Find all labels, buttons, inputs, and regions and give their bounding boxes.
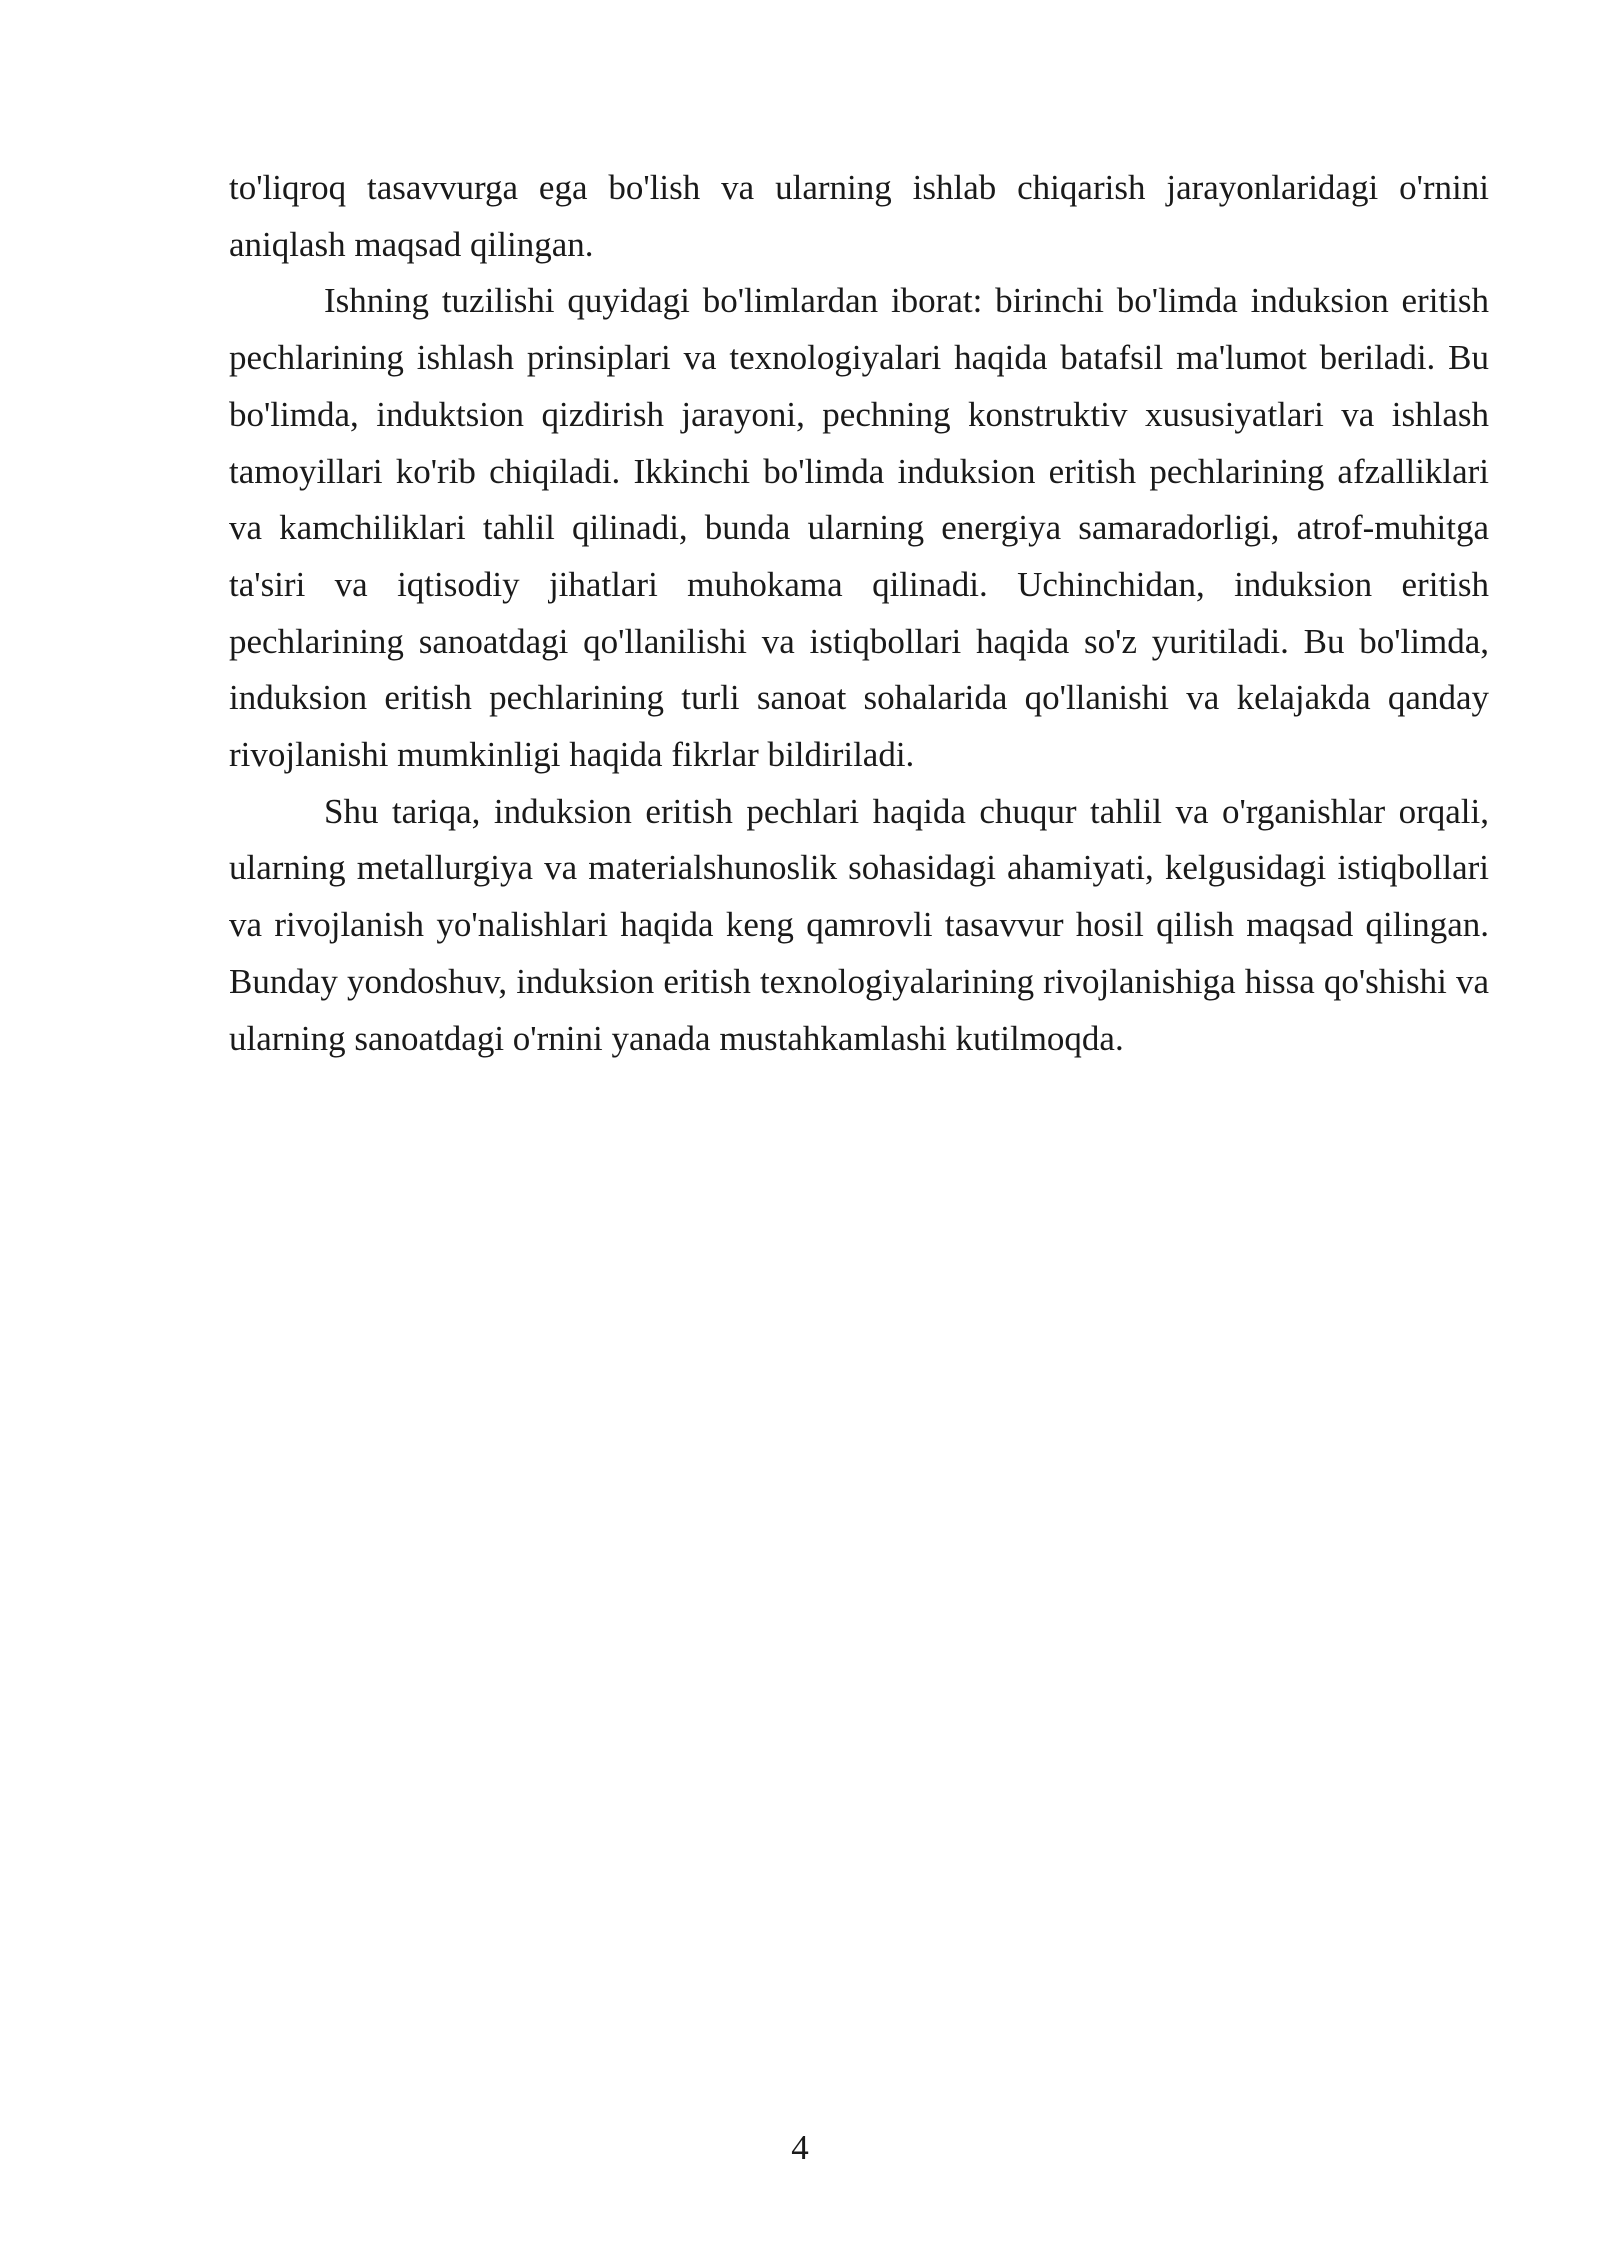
- paragraph-structure: Ishning tuzilishi quyidagi bo'limlardan iborat: birinchi bo'limda induksion eritish pechlarining ishlash prinsiplari va texnologiyalari haqida batafsil ma'lumot beriladi. Bu bo'limda, induktsion qizdirish jarayoni, pechning konstruktiv xususiyatlari va ishlash tamoyillari ko'rib chiqiladi. Ikkinchi bo'limda induksion eritish pechlarining afzalliklari va kamchiliklari tahlil qilinadi, bunda ularning energiya samaradorligi, atrof-muhitga ta'siri va iqtisodiy jihatlari muhokama qilinadi. Uchinchidan, induksion eritish pechlarining sanoatdagi qo'llanilishi va istiqbollari haqida so'z yuritiladi. Bu bo'limda, induksion eritish pechlarining turli sanoat sohalarida qo'llanishi va kelajakda qanday rivojlanishi mumkinligi haqida fikrlar bildiriladi.: [229, 281, 1489, 775]
- paragraph-conclusion: Shu tariqa, induksion eritish pechlari haqida chuqur tahlil va o'rganishlar orqali, ularning metallurgiya va materialshunoslik sohasidagi ahamiyati, kelgusidagi istiqbollari va rivojlanish yo'nalishlari haqida keng qamrovli tasavvur hosil qilish maqsad qilingan. Bunday yondoshuv, induksion eritish texnologiyalarining rivojlanishiga hissa qo'shishi va ularning sanoatdagi o'rnini yanada mustahkamlashi kutilmoqda.: [229, 791, 1489, 1058]
- body-text: [229, 160, 1489, 1067]
- paragraph-continuation: to'liqroq tasavvurga ega bo'lish va ularning ishlab chiqarish jarayonlaridagi o'rnini aniqlash maqsad qilingan.: [229, 168, 1489, 264]
- page-number: 4: [791, 2128, 809, 2167]
